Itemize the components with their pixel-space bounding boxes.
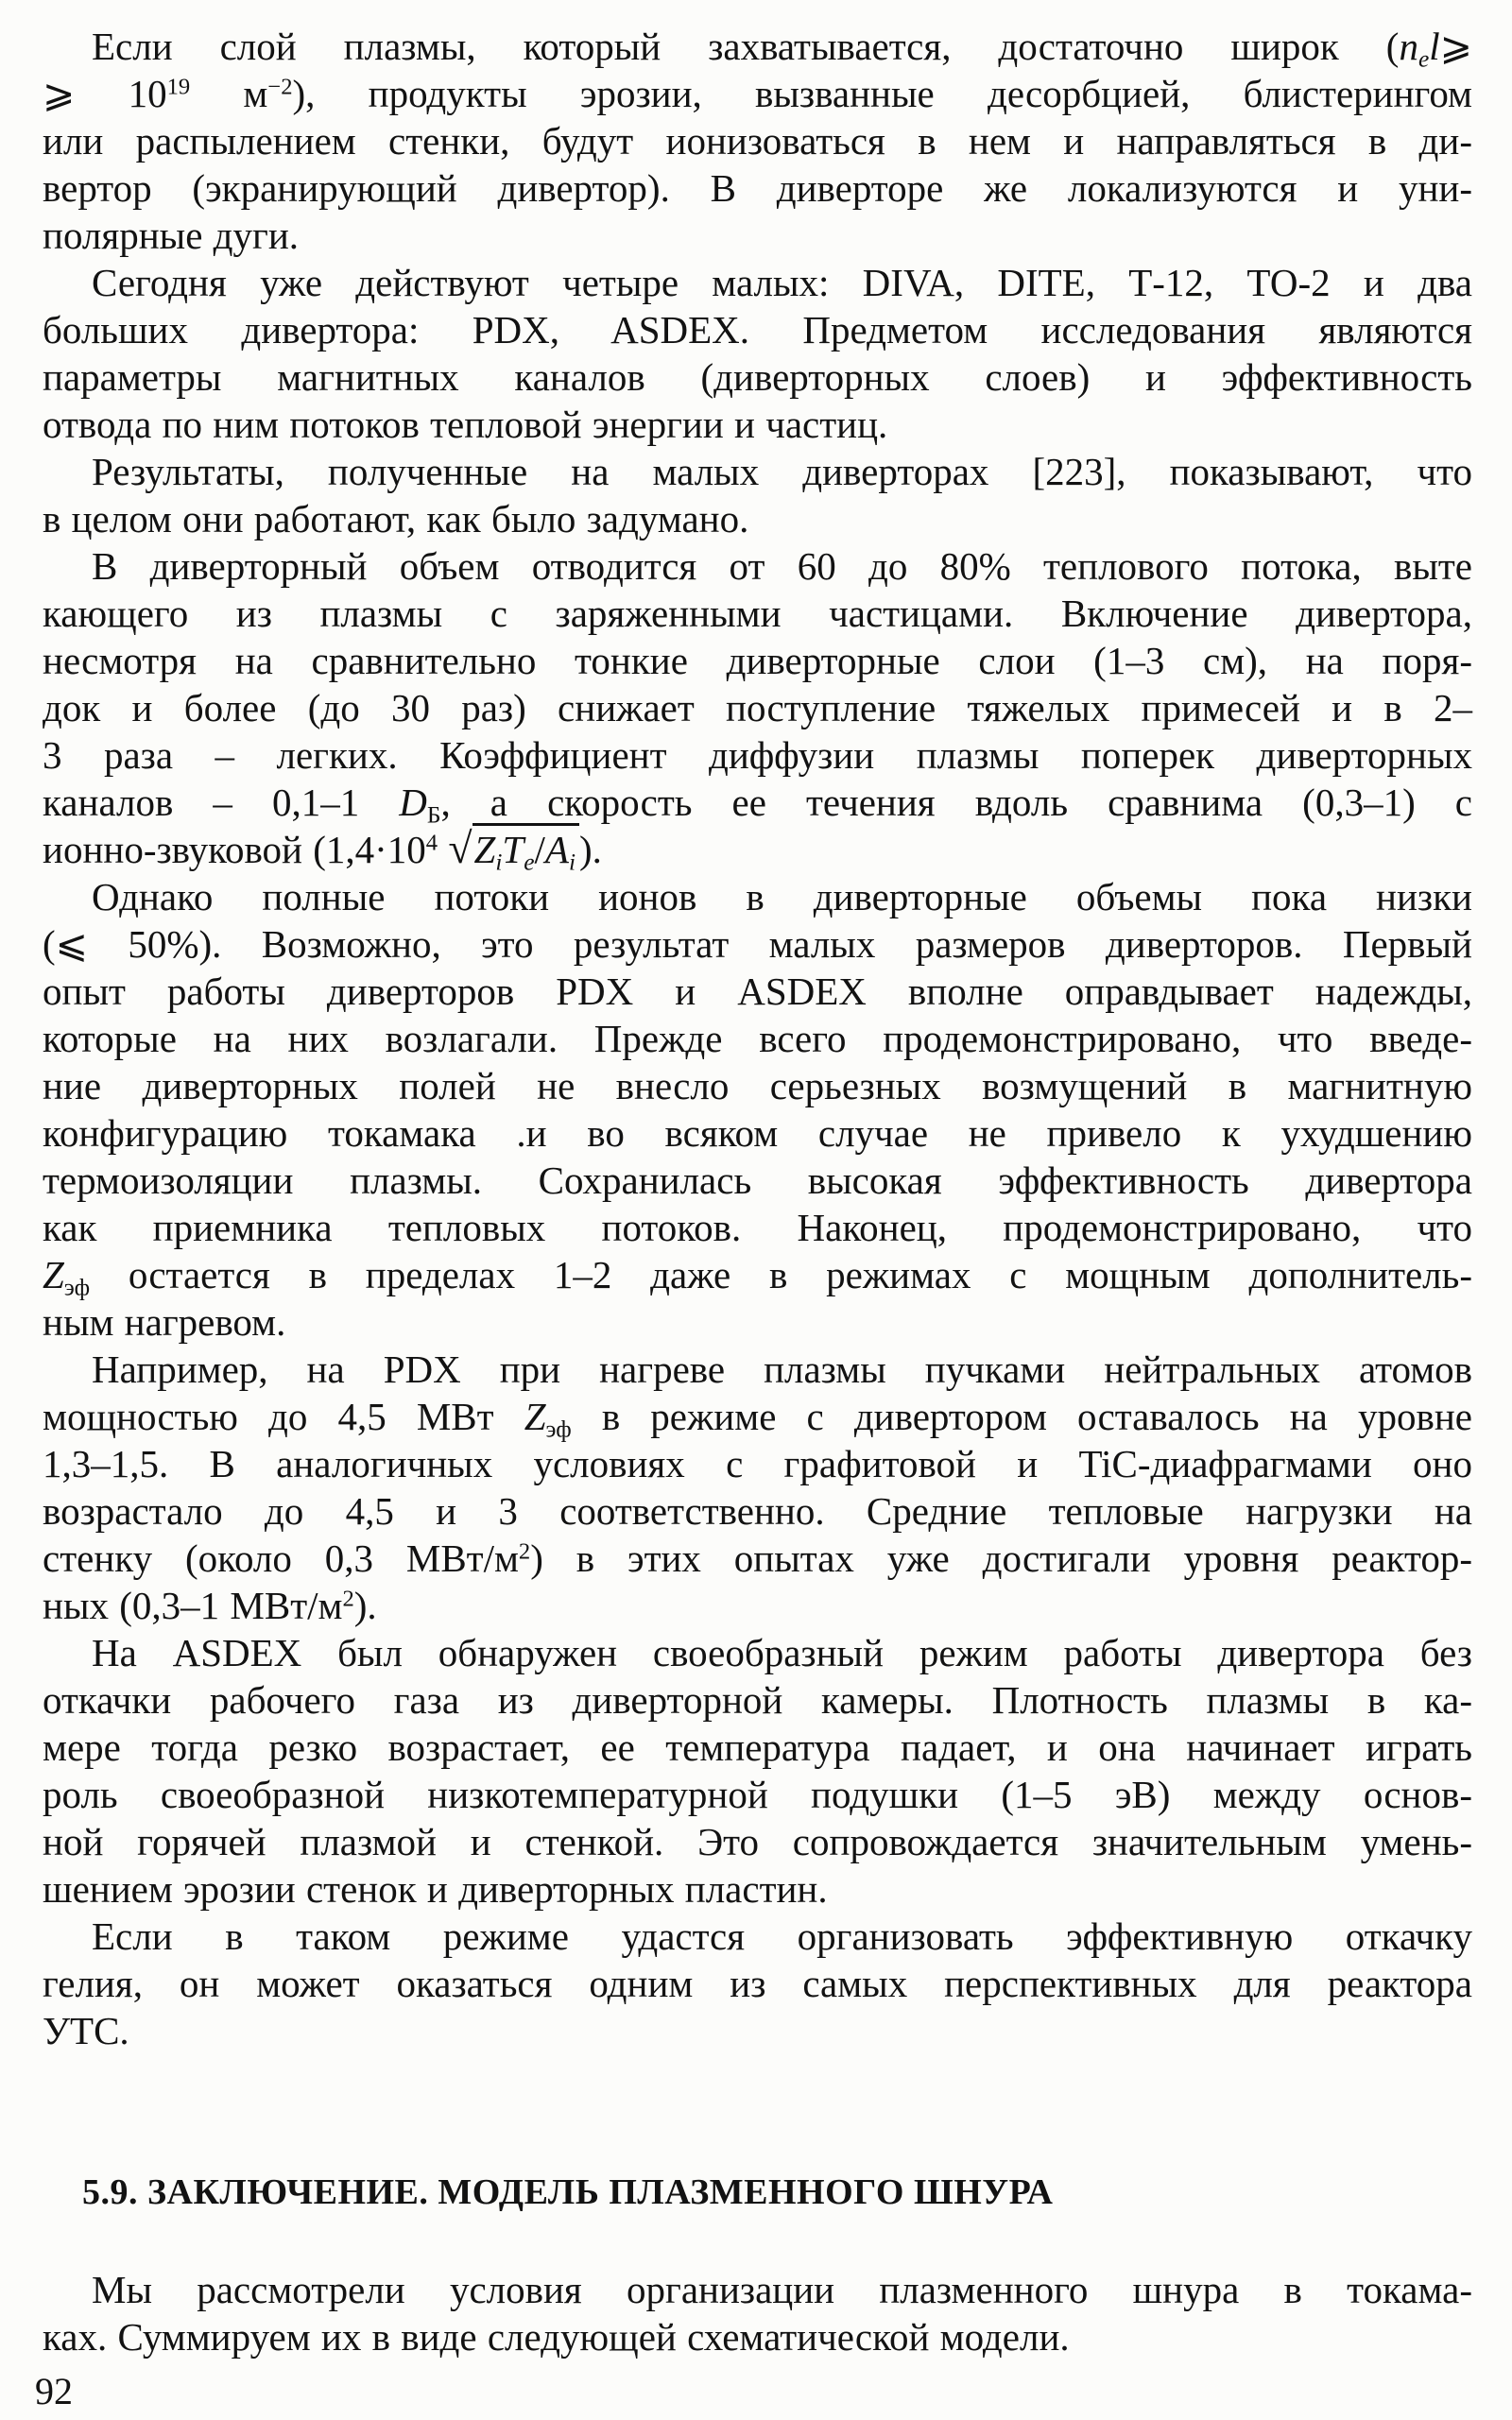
text-line: 1,3–1,5. В аналогичных условиях с графитовой и TiC-диафрагмами оно xyxy=(43,1442,1472,1485)
text-line: Результаты, полученные на малых диверторах [223], показывают, что xyxy=(92,450,1472,493)
text-line: стенку (около 0,3 МВт/$м^2$) в этих опытах уже достигали уровня реактор- xyxy=(43,1536,1472,1580)
paragraph xyxy=(43,1629,1472,1913)
text-line: Однако полные потоки ионов в диверторные объемы пока низки xyxy=(92,875,1472,918)
text-line: Например, на PDX при нагреве плазмы пучками нейтральных атомов xyxy=(92,1347,1472,1391)
text-line: шением эрозии стенок и диверторных пластин. xyxy=(43,1867,828,1911)
text-line: На ASDEX был обнаружен своеобразный режим работы дивертора без xyxy=(92,1631,1472,1674)
text-line: 3 раза – легких. Коэффициент диффузии плазмы поперек диверторных xyxy=(43,733,1472,777)
text-line: роль своеобразной низкотемпературной подушки (1–5 эВ) между основ- xyxy=(43,1773,1472,1816)
section-heading: 5.9. ЗАКЛЮЧЕНИЕ. МОДЕЛЬ ПЛАЗМЕННОГО ШНУРА xyxy=(82,2172,1054,2212)
text-line: Сегодня уже действуют четыре малых: DIVA, DITE, Т-12, ТО-2 и два xyxy=(92,261,1472,304)
text-line: Если в таком режиме удастся организовать эффективную откачку xyxy=(92,1914,1472,1958)
text-line: ных (0,3–1 МВт/$м^2$). xyxy=(43,1584,377,1627)
text-line: каналов – 0,1–1 $D_Б$, а скорость ее течения вдоль сравнима (0,3–1) с xyxy=(43,781,1472,829)
text-line: полярные дуги. xyxy=(43,214,300,257)
text-line: как приемника тепловых потоков. Наконец, продемонстрировано, что xyxy=(43,1206,1472,1249)
text-line: (⩽ 50%). Возможно, это результат малых размеров диверторов. Первый xyxy=(43,922,1472,966)
text-line: которые на них возлагали. Прежде всего продемонстрировано, что введе- xyxy=(43,1017,1472,1060)
paragraph xyxy=(43,448,1472,542)
text-line: конфигурацию токамака .и во всяком случае не привело к ухудшению xyxy=(43,1111,1472,1155)
text-line: в целом они работают, как было задумано. xyxy=(43,497,749,541)
text-line: отвода по ним потоков тепловой энергии и частиц. xyxy=(43,403,888,446)
paragraph xyxy=(43,259,1472,448)
text-line: ках. Суммируем их в виде следующей схематической модели. xyxy=(43,2315,1070,2359)
text-line: кающего из плазмы с заряженными частицами. Включение дивертора, xyxy=(43,592,1472,635)
text-line: УТС. xyxy=(43,2009,129,2052)
paragraph xyxy=(43,23,1472,259)
text-line: мощностью до 4,5 МВт $Z_{эф}$ в режиме с дивертором оставалось на уровне xyxy=(43,1395,1472,1443)
paragraph xyxy=(43,2266,1472,2360)
text-line: возрастало до 4,5 и 3 соответственно. Средние тепловые нагрузки на xyxy=(43,1489,1472,1533)
text-line: ⩾ $10^{19}$ $м^{-2}$), продукты эрозии, вызванные десорбцией, блистерингом xyxy=(43,72,1473,115)
text-line: опыт работы диверторов PDX и ASDEX вполне оправдывает надежды, xyxy=(43,970,1472,1013)
text-line: несмотря на сравнительно тонкие диверторные слои (1–3 см), на поря- xyxy=(43,639,1472,682)
text-line: термоизоляции плазмы. Сохранилась высокая эффективность дивертора xyxy=(43,1159,1472,1202)
text-line: больших дивертора: PDX, ASDEX. Предметом исследования являются xyxy=(43,308,1472,352)
text-line: или распылением стенки, будут ионизоваться в нем и направляться в ди- xyxy=(43,119,1472,163)
paragraph xyxy=(43,1913,1472,2054)
text-line: ной горячей плазмой и стенкой. Это сопровождается значительным умень- xyxy=(43,1820,1472,1863)
text-line: Мы рассмотрели условия организации плазменного шнура в токама- xyxy=(92,2268,1472,2311)
paragraph xyxy=(43,542,1472,876)
text-line: откачки рабочего газа из диверторной камеры. Плотность плазмы в ка- xyxy=(43,1678,1472,1722)
text-line: ионно-звуковой ($1,4\cdot 10^4$ $√Z_iT_e/A_i$). xyxy=(43,824,602,876)
text-line: гелия, он может оказаться одним из самых перспективных для реактора xyxy=(43,1962,1472,2005)
text-line: параметры магнитных каналов (диверторных слоев) и эффективность xyxy=(43,355,1472,399)
text-line: ным нагревом. xyxy=(43,1300,286,1344)
text-line: вертор (экранирующий дивертор). В диверторе же локализуются и уни- xyxy=(43,166,1472,210)
text-line: ние диверторных полей не внесло серьезных возмущений в магнитную xyxy=(43,1064,1472,1107)
paragraph xyxy=(43,873,1472,1346)
page-number: 92 xyxy=(35,2370,73,2412)
text-line: мере тогда резко возрастает, ее температура падает, и она начинает играть xyxy=(43,1725,1472,1769)
text-line: В диверторный объем отводится от 60 до 80% теплового потока, выте xyxy=(92,544,1472,588)
text-line: док и более (до 30 раз) снижает поступление тяжелых примесей и в 2– xyxy=(43,686,1472,729)
text-line: Если слой плазмы, который захватывается, достаточно широк ($n_el⩾$ xyxy=(92,25,1472,73)
paragraph xyxy=(43,1346,1472,1629)
text-line: $Z_{эф}$ остается в пределах 1–2 даже в режимах с мощным дополнитель- xyxy=(43,1253,1472,1301)
